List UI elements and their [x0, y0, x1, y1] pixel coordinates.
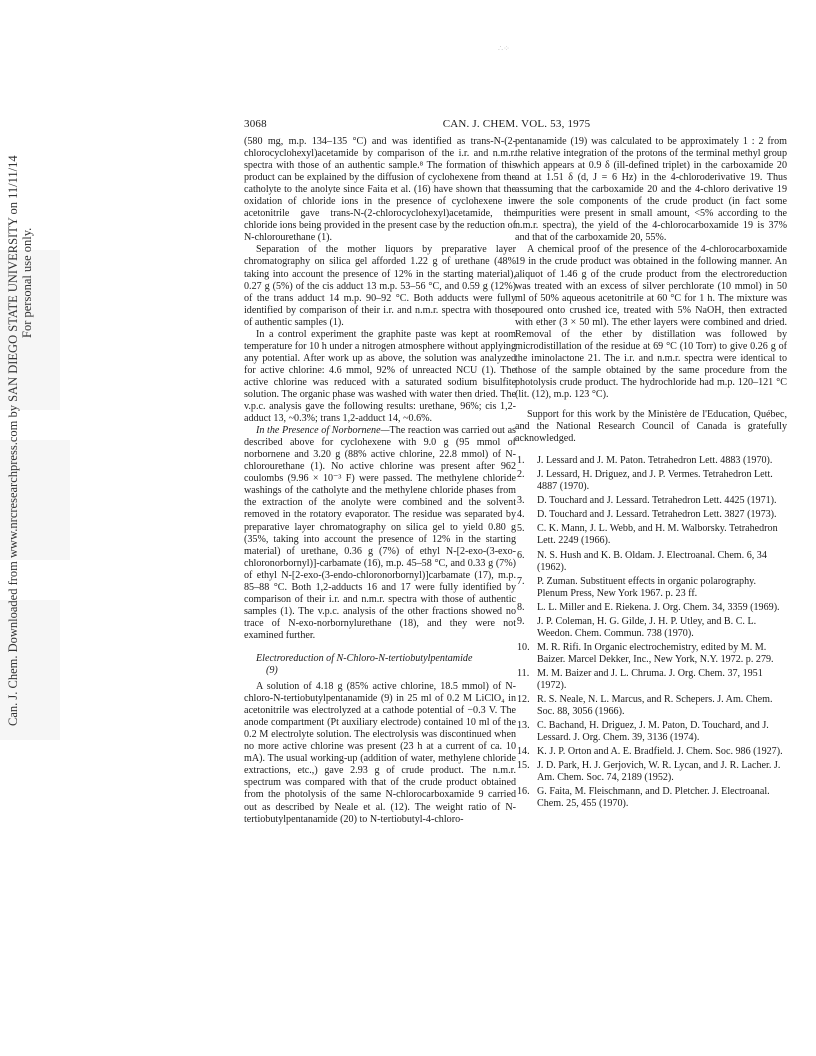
reference-item — [515, 668, 787, 692]
reference-item — [515, 694, 787, 718]
reference-item — [515, 642, 787, 666]
section-heading — [244, 653, 516, 677]
paragraph-text: The reaction was carried out as described above for cyclohexene with 9.0 g (95 mmol of norbornene and 3.20 g (88% active chlorine, 22.8 mmol) of N-chlorourethane (1). No active chlorine was present after 962 coulombs (9.96 × 10⁻³ F) were passed. The methylene chloride washings of the catholyte and the methylene chloride phases from the extraction of the anolyte were combined and the solvent removed in the rotatory evaporator. The residue was separated by preparative layer chromatography on silica gel to yield 0.80 g (35%, taking into account the presence of 12% in the starting material) of urethane, 0.36 g (7%) of ethyl N-[2-exo-(3-exo-chloronorbornyl)]-carbamate (16), m.p. 45–58 °C, and 0.33 g (7%) of ethyl N-[2-exo-(3-endo-chloronorbornyl)]carbamate (17), m.p. 85–88 °C. Both 1,2-adducts 16 and 17 were fully identified by comparison of their i.r. and n.m.r. spectra with those of authentic samples (1). The v.p.c. analysis of the other fractions showed no trace of N-exo-norbornylurethane (18), and they were not examined further. — [244, 425, 516, 641]
paragraph: pentanamide (19) was calculated to be approximately 1 : 2 from the relative integration of the protons of the terminal methyl group which appears at 0.9 δ (ill-defined triplet) in the carboxamide 20 and at 1.51 δ (d, J = 6 Hz) in the 4-chloroderivative 19. Thus assuming that the carboxamide 20 and the 4-chloro derivative 19 were the sole components of the crude product (in fact some impurities were present in small amount, <5% according to the n.m.r. spectra), the yield of the 4-chlorocarboxamide 19 is 37% and that of the carboxamide 20, 55%. — [515, 136, 787, 244]
section-compound-number: (9) — [266, 665, 278, 677]
ref-text: C. Bachand, H. Driguez, J. M. Paton, D. Touchard, and J. Lessard. J. Org. Chem. 39, 3136 (1974). — [537, 720, 769, 744]
paragraph: A chemical proof of the presence of the 4-chlorocarboxamide 19 in the crude product was obtained in the following manner. An aliquot of 1.46 g of the crude product from the electroreduction was treated with an excess of silver perchlorate (10 mmol) in 50 ml of 50% aqueous acetonitrile at 60 °C for 1 h. The mixture was poured onto crushed ice, treated with 5% NaOH, then extracted with ether (3 × 50 ml). The ether layers were combined and dried. Removal of the ether by distillation was followed by microdistillation of the residue at 69 °C (10 Torr) to give 0.26 g of the iminolactone 21. The i.r. and n.m.r. spectra were identical to those of the sample obtained by the same procedure from the photolysis crude product. The hydrochloride had m.p. 120–121 °C (lit. (12), m.p. 123 °C). — [515, 244, 787, 400]
reference-item — [515, 550, 787, 574]
ref-number: 13. — [517, 720, 530, 732]
ref-number: 10. — [517, 641, 530, 653]
ref-text: M. M. Baizer and J. L. Chruma. J. Org. Chem. 37, 1951 (1972). — [537, 667, 763, 691]
left-column — [244, 136, 516, 826]
ref-text: D. Touchard and J. Lessard. Tetrahedron Lett. 4425 (1971). — [537, 495, 777, 507]
reference-item — [515, 720, 787, 744]
running-head: CAN. J. CHEM. VOL. 53, 1975 — [442, 118, 591, 130]
watermark-line-1: Can. J. Chem. Downloaded from www.nrcresearchpress.com by SAN DIEGO STATE UNIVERSITY on 11/11/14 — [6, 155, 20, 726]
ref-number: 6. — [517, 549, 525, 561]
reference-list — [515, 455, 787, 810]
reference-item — [515, 509, 787, 521]
ref-number: 3. — [517, 495, 525, 507]
ref-text: C. K. Mann, J. L. Webb, and H. M. Walborsky. Tetrahedron Lett. 2249 (1966). — [537, 523, 778, 547]
acknowledgement: Support for this work by the Ministère de l'Education, Québec, and the National Research Council of Canada is gratefully acknowledged. — [515, 409, 787, 445]
right-column — [515, 136, 787, 812]
ref-text: J. Lessard and J. M. Paton. Tetrahedron Lett. 4883 (1970). — [537, 455, 773, 467]
ref-text: J. Lessard, H. Driguez, and J. P. Vermes. Tetrahedron Lett. 4887 (1970). — [537, 469, 773, 493]
reference-item — [515, 602, 787, 614]
run-in-heading: In the Presence of Norbornene— — [256, 425, 390, 437]
ref-number: 15. — [517, 760, 530, 772]
ref-text: R. S. Neale, N. L. Marcus, and R. Schepers. J. Am. Chem. Soc. 88, 3056 (1966). — [537, 694, 773, 718]
reference-item — [515, 786, 787, 810]
page-header — [244, 118, 789, 134]
reference-item — [515, 760, 787, 784]
reference-item — [515, 746, 787, 758]
paragraph: Separation of the mother liquors by preparative layer chromatography on silica gel afforded 1.22 g of urethane (48% taking into account the presence of 12% in the starting material), 0.27 g (5%) of the cis adduct 13 m.p. 53–56 °C, and 0.59 g (12%) of the trans adduct 14 m.p. 90–92 °C. Both adducts were fully identified by comparison of their i.r. and n.m.r. spectra with those of authentic samples (1). — [244, 244, 516, 328]
ref-text: D. Touchard and J. Lessard. Tetrahedron Lett. 3827 (1973). — [537, 509, 777, 521]
ref-number: 7. — [517, 575, 525, 587]
reference-item — [515, 455, 787, 467]
ref-number: 4. — [517, 509, 525, 521]
ref-text: M. R. Rifi. In Organic electrochemistry, edited by M. M. Baizer. Marcel Dekker, Inc., New York, N.Y. 1972. p. 279. — [537, 641, 774, 665]
paragraph: In a control experiment the graphite paste was kept at room temperature for 10 h under a nitrogen atmosphere without applying any potential. After work up as above, the solution was analyzed for active chlorine: 4.6 mmol, 92% of unreacted NCU (1). The active chlorine was reduced with a saturated sodium bisulfite solution. The organic phase was washed with water then dried. The v.p.c. analysis gave the following results: urethane, 96%; cis 1,2-adduct 13, ~0.3%; trans 1,2-adduct 14, ~0.6%. — [244, 328, 516, 425]
ref-text: G. Faita, M. Fleischmann, and D. Pletcher. J. Electroanal. Chem. 25, 455 (1970). — [537, 786, 770, 810]
reference-item — [515, 469, 787, 493]
ref-number: 2. — [517, 469, 525, 481]
scan-smudge: ∴⁘ — [498, 44, 510, 53]
ref-text: K. J. P. Orton and A. E. Bradfield. J. Chem. Soc. 986 (1927). — [537, 746, 783, 758]
download-watermark — [6, 155, 42, 726]
ref-number: 16. — [517, 786, 530, 798]
watermark-line-2: For personal use only. — [20, 228, 34, 339]
ref-text: J. D. Park, H. J. Gerjovich, W. R. Lycan, and J. R. Lacher. J. Am. Chem. Soc. 74, 2189 (1952). — [537, 760, 781, 784]
paragraph: A solution of 4.18 g (85% active chlorine, 18.5 mmol) of N-chloro-N-tertiobutylpentanamide (9) in 25 ml of 0.2 M LiClO₄ in acetonitrile was electrolyzed at a cathode potential of −0.3 V. The anode compartment (Pt auxiliary electrode) contained 10 ml of the 0.2 M electrolyte solution. The electrolysis was discontinued when no more active chlorine was present (23 h at a current of ca. 10 mA). The usual working-up (addition of water, methylene chloride extractions, etc.,) gave 2.93 g of crude product. The n.m.r. spectrum was compared with that of the crude product obtained from the photolysis of the same N-chlorocarboxamide 9 carried out as described by Neale et al. (12). The weight ratio of N-tertiobutylpentanamide (20) to N-tertiobutyl-4-chloro- — [244, 681, 516, 825]
ref-text: P. Zuman. Substituent effects in organic polarography. Plenum Press, New York 1967. p. 23 ff. — [537, 575, 757, 599]
section-title: Electroreduction of N-Chloro-N-tertiobutylpentamide — [256, 652, 473, 664]
ref-number: 9. — [517, 615, 525, 627]
ref-number: 8. — [517, 601, 525, 613]
paragraph: (580 mg, m.p. 134–135 °C) and was identified as trans-N-(2-chlorocyclohexyl)acetamide by comparison of the i.r. and n.m.r. spectra with those of an authentic sample.⁸ The formation of this product can be explained by the diffusion of cyclohexene from the catholyte to the anolyte since Faita et al. (16) have shown that the oxidation of chloride ions in the presence of cyclohexene in acetonitrile gave trans-N-(2-chlorocyclohexyl)acetamide, the chloride ions being provided in the present case by the reduction of N-chlorourethane (1). — [244, 136, 516, 244]
ref-number: 1. — [517, 455, 525, 467]
ref-number: 14. — [517, 746, 530, 758]
ref-text: N. S. Hush and K. B. Oldam. J. Electroanal. Chem. 6, 34 (1962). — [537, 549, 767, 573]
reference-item — [515, 576, 787, 600]
ref-number: 5. — [517, 523, 525, 535]
reference-item — [515, 495, 787, 507]
ref-text: J. P. Coleman, H. G. Gilde, J. H. P. Utley, and B. C. L. Weedon. Chem. Commun. 738 (1970). — [537, 615, 757, 639]
reference-item — [515, 523, 787, 547]
paragraph — [244, 425, 516, 642]
ref-number: 11. — [517, 667, 530, 679]
ref-text: L. L. Miller and E. Riekena. J. Org. Chem. 34, 3359 (1969). — [537, 601, 780, 613]
reference-item — [515, 616, 787, 640]
ref-number: 12. — [517, 694, 530, 706]
page-number: 3068 — [244, 118, 267, 130]
